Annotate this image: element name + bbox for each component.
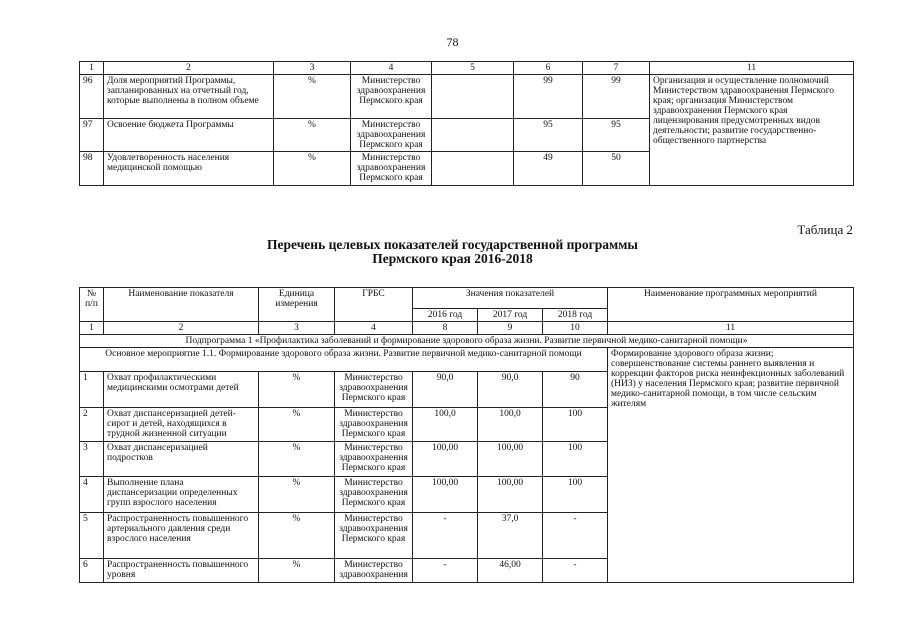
value-7: 99: [583, 75, 650, 119]
value-2016: 100,00: [413, 442, 478, 477]
unit: %: [274, 152, 351, 186]
row-number: 1: [80, 372, 104, 408]
column-number-row: [80, 322, 854, 335]
value-2017: 100,00: [478, 477, 543, 513]
value-2018: 100: [543, 408, 608, 442]
table-label: Таблица 2: [797, 222, 853, 237]
indicator-name: Выполнение плана диспансеризации определенных групп взрослого населения: [104, 477, 259, 513]
value-2017: 90,0: [478, 372, 543, 408]
value-7: 50: [583, 152, 650, 186]
value-2017: 100,0: [478, 408, 543, 442]
header-grbs: ГРБС: [335, 288, 413, 322]
col-num-3: 3: [274, 62, 351, 75]
value-2018: -: [543, 559, 608, 583]
value-6: 49: [514, 152, 583, 186]
header-indicator-name: Наименование показателя: [104, 288, 259, 322]
col-num-11: 11: [650, 62, 854, 75]
grbs: Министерство здравоохранения Пермского края: [335, 513, 413, 559]
col-num-2: 2: [104, 322, 259, 335]
indicator-name: Распространенность повышенного уровня: [104, 559, 259, 583]
value-7: 95: [583, 119, 650, 152]
header-row: [80, 288, 854, 309]
table-title-line-2: Пермского края 2016-2018: [372, 251, 533, 266]
row-number: 98: [80, 152, 104, 186]
indicator-name: Удовлетворенность населения медицинской помощью: [104, 152, 274, 186]
grbs: Министерство здравоохранения Пермского края: [351, 152, 432, 186]
unit: %: [274, 119, 351, 152]
value-5: [432, 75, 514, 119]
row-number: 6: [80, 559, 104, 583]
row-number: 96: [80, 75, 104, 119]
header-2018: 2018 год: [543, 309, 608, 322]
value-5: [432, 119, 514, 152]
value-2016: -: [413, 513, 478, 559]
indicator-name: Доля мероприятий Программы, запланированных на отчетный год, которые выполнены в полном объеме: [104, 75, 274, 119]
header-unit: Единица измерения: [259, 288, 335, 322]
value-2018: 100: [543, 442, 608, 477]
unit: %: [259, 477, 335, 513]
indicator-name: Охват профилактическими медицинскими осмотрами детей: [104, 372, 259, 408]
col-num-7: 7: [583, 62, 650, 75]
grbs: Министерство здравоохранения Пермского края: [335, 408, 413, 442]
value-6: 99: [514, 75, 583, 119]
value-2016: 100,0: [413, 408, 478, 442]
grbs: Министерство здравоохранения Пермского края: [335, 372, 413, 408]
value-6: 95: [514, 119, 583, 152]
indicators-table: [79, 287, 854, 583]
row-number: 5: [80, 513, 104, 559]
main-activity-title: Основное мероприятие 1.1. Формирование здорового образа жизни. Развитие первичной медико-санитарной помощи: [80, 348, 608, 372]
row-number: 4: [80, 477, 104, 513]
table-row: [80, 75, 854, 119]
value-2018: 100: [543, 477, 608, 513]
indicator-name: Охват диспансеризацией детей-сирот и детей, находящихся в трудной жизненной ситуации: [104, 408, 259, 442]
unit: %: [259, 559, 335, 583]
grbs: Министерство здравоохранения Пермского края: [351, 75, 432, 119]
row-number: 97: [80, 119, 104, 152]
column-number-row: [80, 62, 854, 75]
grbs: Министерство здравоохранения: [335, 559, 413, 583]
indicator-name: Охват диспансеризацией подростков: [104, 442, 259, 477]
grbs: Министерство здравоохранения Пермского края: [335, 477, 413, 513]
col-num-1: 1: [80, 322, 104, 335]
col-num-5: 5: [432, 62, 514, 75]
value-2017: 100,00: [478, 442, 543, 477]
col-num-3: 3: [259, 322, 335, 335]
value-2018: -: [543, 513, 608, 559]
col-num-1: 1: [80, 62, 104, 75]
grbs: Министерство здравоохранения Пермского края: [351, 119, 432, 152]
continuation-table: [79, 61, 854, 186]
value-2017: 37,0: [478, 513, 543, 559]
subprogram-row: [80, 335, 854, 348]
table-title: [0, 238, 905, 266]
value-2016: 100,00: [413, 477, 478, 513]
value-2016: 90,0: [413, 372, 478, 408]
value-5: [432, 152, 514, 186]
activities-cell: Организация и осуществление полномочий Министерством здравоохранения Пермского края; организация Министерством здравоохранения Пермского края лицензирования предусмотренных видов деятельности; развитие государственно-общественного партнерства: [650, 75, 854, 186]
header-2016: 2016 год: [413, 309, 478, 322]
col-num-6: 6: [514, 62, 583, 75]
page-number: 78: [446, 35, 459, 49]
value-2017: 46,00: [478, 559, 543, 583]
unit: %: [259, 442, 335, 477]
unit: %: [274, 75, 351, 119]
activities-cell: Формирование здорового образа жизни; совершенствование системы раннего выявления и коррекции факторов риска неинфекционных заболеваний (НИЗ) у населения Пермского края; развитие первичной медико-санитарной помощи, в том числе сельским жителям: [608, 348, 854, 583]
col-num-11: 11: [608, 322, 854, 335]
col-num-10: 10: [543, 322, 608, 335]
value-2016: -: [413, 559, 478, 583]
header-activities: Наименование программных мероприятий: [608, 288, 854, 322]
unit: %: [259, 408, 335, 442]
header-values: Значения показателей: [413, 288, 608, 309]
col-num-8: 8: [413, 322, 478, 335]
subprogram-title: Подпрограмма 1 «Профилактика заболеваний и формирование здорового образа жизни. Развитие первичной медико-санитарной помощи»: [80, 335, 854, 348]
header-2017: 2017 год: [478, 309, 543, 322]
row-number: 3: [80, 442, 104, 477]
indicator-name: Освоение бюджета Программы: [104, 119, 274, 152]
col-num-4: 4: [335, 322, 413, 335]
col-num-4: 4: [351, 62, 432, 75]
grbs: Министерство здравоохранения Пермского края: [335, 442, 413, 477]
indicator-name: Распространенность повышенного артериального давления среди взрослого населения: [104, 513, 259, 559]
unit: %: [259, 513, 335, 559]
main-activity-row: [80, 348, 854, 372]
col-num-2: 2: [104, 62, 274, 75]
header-number: № п/п: [80, 288, 104, 322]
col-num-9: 9: [478, 322, 543, 335]
unit: %: [259, 372, 335, 408]
row-number: 2: [80, 408, 104, 442]
value-2018: 90: [543, 372, 608, 408]
table-title-line-1: Перечень целевых показателей государственной программы: [267, 237, 638, 252]
